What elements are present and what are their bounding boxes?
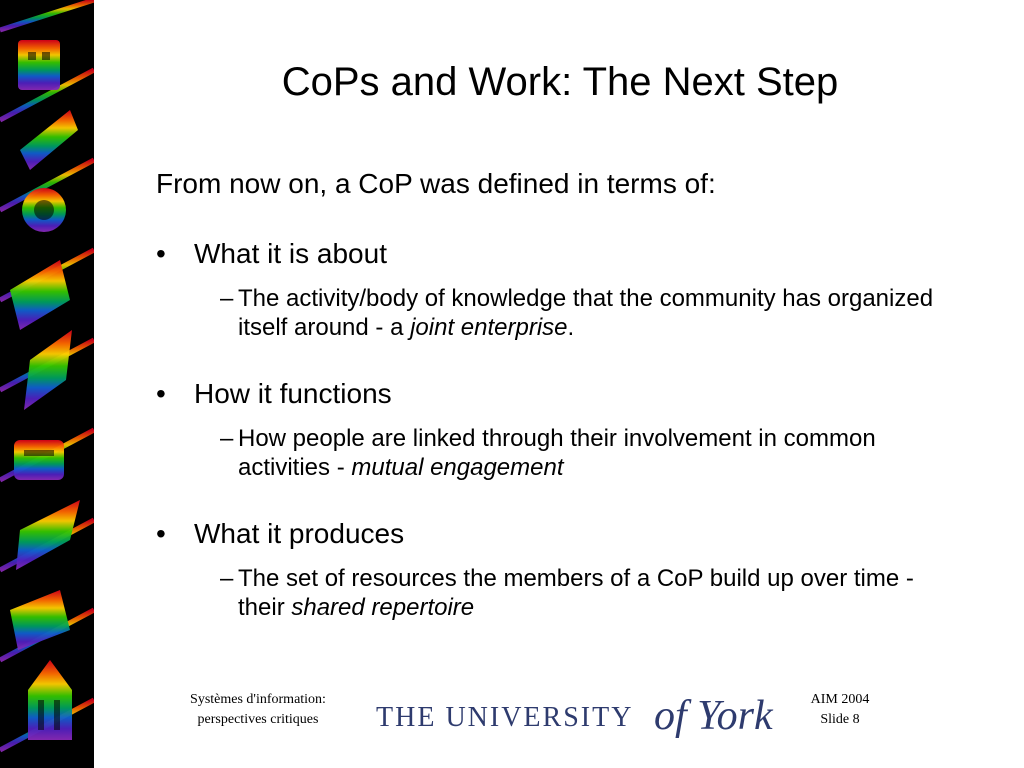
sub-bullet-text [238,564,960,622]
logo-wordmark [376,702,633,734]
sub-bullet-text [238,284,960,342]
slide-title: CoPs and Work: The Next Step [281,60,839,104]
logo-the: THE [376,702,437,733]
footer-right-line1: AIM 2004 [810,692,870,707]
bullet-marker: • [156,518,166,549]
sub-bullet-emphasis: mutual engagement [351,454,564,481]
logo-script: of York [654,693,773,739]
bullet-text: What it is about [194,238,387,269]
footer-left-line1: Systèmes d'information: [190,692,326,707]
sub-bullet-emphasis: shared repertoire [291,594,475,621]
university-of-york-logo [376,688,776,748]
bullet-marker: • [156,378,166,409]
sub-bullet-plain: The activity/body of knowledge that the community has organized itself around - a [238,285,934,341]
bullet-text: What it produces [194,518,405,549]
bullet-marker: • [156,238,166,269]
sub-bullet-marker: – [220,565,234,592]
sub-bullet-plain: The set of resources the members of a CoP build up over time - their [238,565,914,621]
footer-slide-number: Slide 8 [820,712,860,727]
footer-left-line2: perspectives critiques [197,712,319,727]
footer-slide-info [790,690,890,730]
sub-bullet-trailing: . [567,314,575,341]
sub-bullet-item [220,564,960,622]
logo-university: UNIVERSITY [445,702,634,733]
bullet-text: How it functions [194,378,392,409]
decorative-rainbow-strip [0,0,94,768]
sub-bullet-item [220,424,960,482]
sub-bullet-plain: How people are linked through their involvement in common activities - [238,425,876,481]
sub-bullet-marker: – [220,425,234,452]
rainbow-crest-illustration [0,0,94,768]
footer-course-title [160,690,356,730]
sub-bullet-item [220,284,960,342]
sub-bullet-text [238,424,960,482]
sub-bullet-marker: – [220,285,234,312]
sub-bullet-emphasis: joint enterprise [410,314,568,341]
intro-text: From now on, a CoP was defined in terms of: [156,168,716,199]
